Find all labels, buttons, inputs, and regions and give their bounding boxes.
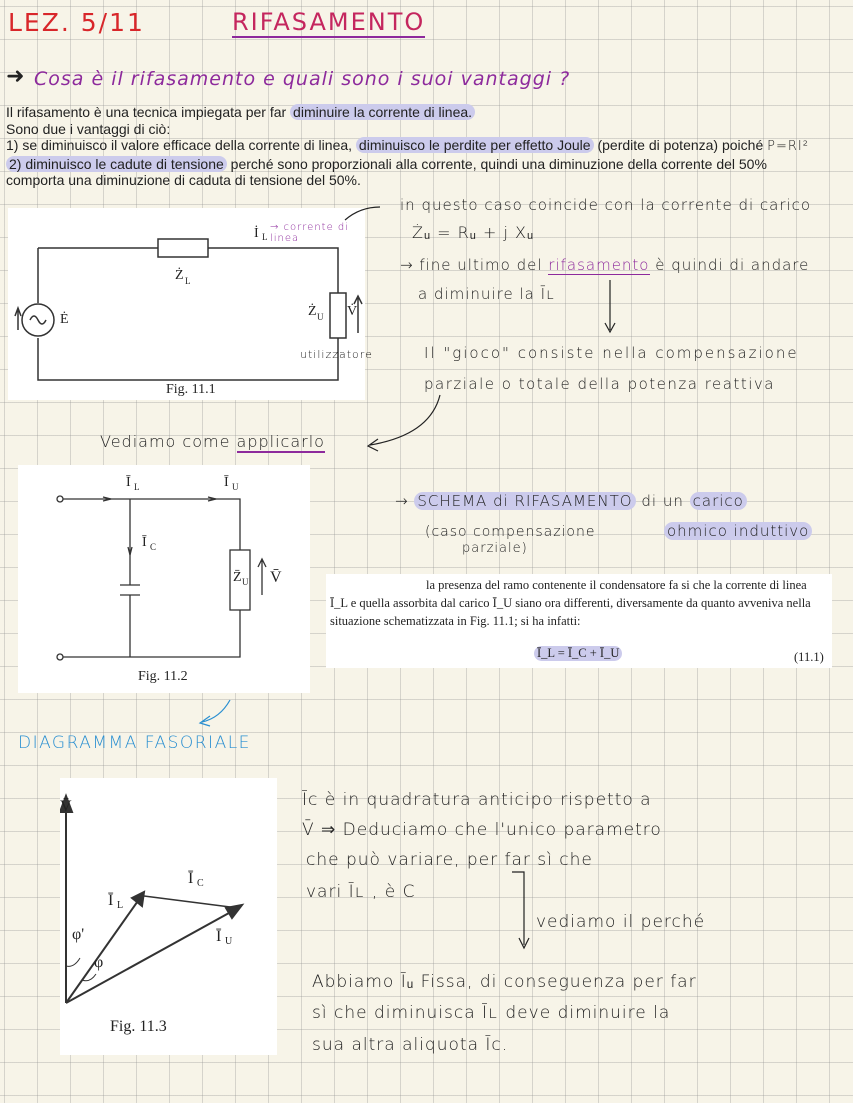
note-line: in questo caso coincide con la corrente di carico — [400, 196, 812, 214]
il-sub: L — [134, 482, 140, 492]
phi-label: φ — [94, 954, 104, 971]
underlined-term: applicarlo — [236, 432, 325, 451]
zu-sub: U — [242, 577, 249, 587]
pointer-arrow — [190, 698, 240, 728]
schema-heading — [395, 492, 747, 510]
phi-prime-label: φ' — [72, 926, 85, 943]
figure-caption: Fig. 11.2 — [138, 669, 188, 684]
iu-sub: U — [225, 936, 233, 947]
zu-sub: U — [317, 312, 324, 322]
text: è quindi di andare — [649, 256, 810, 274]
intro-text: 1) se diminuisco il valore efficace della corrente di linea, — [6, 137, 356, 153]
text: di un — [641, 492, 684, 510]
note-line: a diminuire la Īʟ — [418, 285, 556, 303]
zu-label: Ż — [308, 304, 317, 319]
question-heading: Cosa è il rifasamento e quali sono i suoi vantaggi ? — [34, 68, 571, 90]
corrente-di-linea-note: → corrente di linea — [270, 222, 350, 244]
figure-11-1 — [8, 208, 373, 400]
joule-formula: P=RI² — [767, 139, 809, 154]
page-title: RIFASAMENTO — [232, 8, 426, 36]
intro-text: Il rifasamento è una tecnica impiegata per far — [6, 104, 291, 120]
note-line: Abbiamo Īᵤ Fissa, di conseguenza per far — [312, 972, 697, 992]
v-label: V̄ — [60, 798, 72, 815]
iu-sub: U — [232, 482, 239, 492]
il-sub: L — [117, 900, 124, 911]
intro-paragraph — [6, 104, 809, 189]
iu-label: Ī — [224, 475, 229, 490]
text: Vediamo come — [100, 432, 237, 451]
ic-sub: C — [197, 878, 204, 889]
text: → fine ultimo del — [400, 256, 549, 274]
schema-sub: parziale) — [462, 541, 528, 556]
zl-sub: L — [185, 276, 191, 286]
zl-label: Ż — [175, 268, 184, 283]
v-label: V̄ — [270, 569, 282, 586]
ic-sub: C — [150, 542, 157, 552]
figure-11-3 — [60, 778, 277, 1055]
figure-11-2 — [18, 465, 310, 693]
note-line — [400, 256, 809, 274]
ic-label: Ī — [142, 535, 147, 550]
circuit-diagram — [18, 465, 310, 693]
note-line: vediamo il perché — [536, 912, 706, 932]
e-label: Ė — [60, 312, 69, 327]
highlight: carico — [690, 492, 747, 510]
v-label: V̇ — [347, 304, 358, 319]
utilizzatore-note: utilizzatore — [300, 348, 373, 361]
intro-text: comporta una diminuzione di caduta di tensione del 50%. — [6, 172, 361, 188]
il-label: Ī — [126, 475, 131, 490]
impedance-formula: Żᵤ = Rᵤ + j Xᵤ — [412, 223, 535, 242]
vediamo-heading — [100, 432, 325, 451]
arrow-icon: → — [395, 492, 409, 510]
intro-text: (perdite di potenza) poiché — [593, 137, 764, 153]
highlight: ohmico induttivo — [664, 522, 812, 540]
equation: Ī_L = Ī_C + Ī_U — [534, 646, 622, 661]
highlight: diminuire la corrente di linea. — [290, 104, 475, 120]
note-line: parziale o totale della potenza reattiva — [424, 375, 775, 393]
il-label: Ī — [108, 892, 114, 909]
note-line: vari Īʟ , è C — [306, 882, 416, 902]
lecture-number: LEZ. 5/11 — [8, 8, 145, 37]
highlight: 2) diminuisco le cadute di tensione — [6, 156, 227, 172]
note-line: sì che diminuisca Īʟ deve diminuire la — [312, 1003, 671, 1023]
il-sub: L — [262, 232, 268, 242]
intro-text: Sono due i vantaggi di ciò: — [6, 120, 171, 137]
figure-caption: Fig. 11.1 — [166, 382, 216, 397]
book-text: la presenza del ramo contenente il condensatore fa si che la corrente di linea — [426, 578, 807, 592]
highlight: diminuisco le perdite per effetto Joule — [356, 137, 594, 153]
note-line: sua altra aliquota Īc. — [312, 1035, 509, 1055]
diagram-title: DIAGRAMMA FASORIALE — [18, 733, 251, 753]
phasor-diagram — [60, 778, 277, 1055]
equation-number: (11.1) — [794, 650, 824, 664]
note-line: Il "gioco" consiste nella compensazione — [424, 344, 799, 362]
underlined-term: rifasamento — [548, 256, 650, 274]
note-line: che può variare, per far sì che — [306, 850, 593, 870]
ic-label: Ī — [188, 870, 194, 887]
book-text: situazione schematizzata in Fig. 11.1; si ha infatti: — [330, 614, 581, 628]
zu-label: Z̄ — [233, 570, 242, 585]
book-text: Ī_L e quella assorbita dal carico Ī_U siano ora differenti, diversamente da quanto avveniva nella — [330, 596, 811, 610]
question-arrow: ➜ — [6, 64, 25, 89]
highlight: SCHEMA di RIFASAMENTO — [414, 492, 635, 510]
note-line: V̄ ⇒ Deduciamo che l'unico parametro — [302, 820, 662, 840]
il-label: İ — [254, 226, 259, 241]
schema-sub: (caso compensazione — [425, 524, 596, 540]
note-line: Īc è in quadratura anticipo rispetto a — [302, 790, 652, 810]
iu-label: Ī — [216, 928, 222, 945]
figure-caption: Fig. 11.3 — [110, 1018, 167, 1035]
intro-text: perché sono proporzionali alla corrente, quindi una diminuzione della corrente del 50% — [226, 155, 767, 172]
bracket-arrow — [510, 860, 550, 960]
book-excerpt — [326, 574, 832, 668]
